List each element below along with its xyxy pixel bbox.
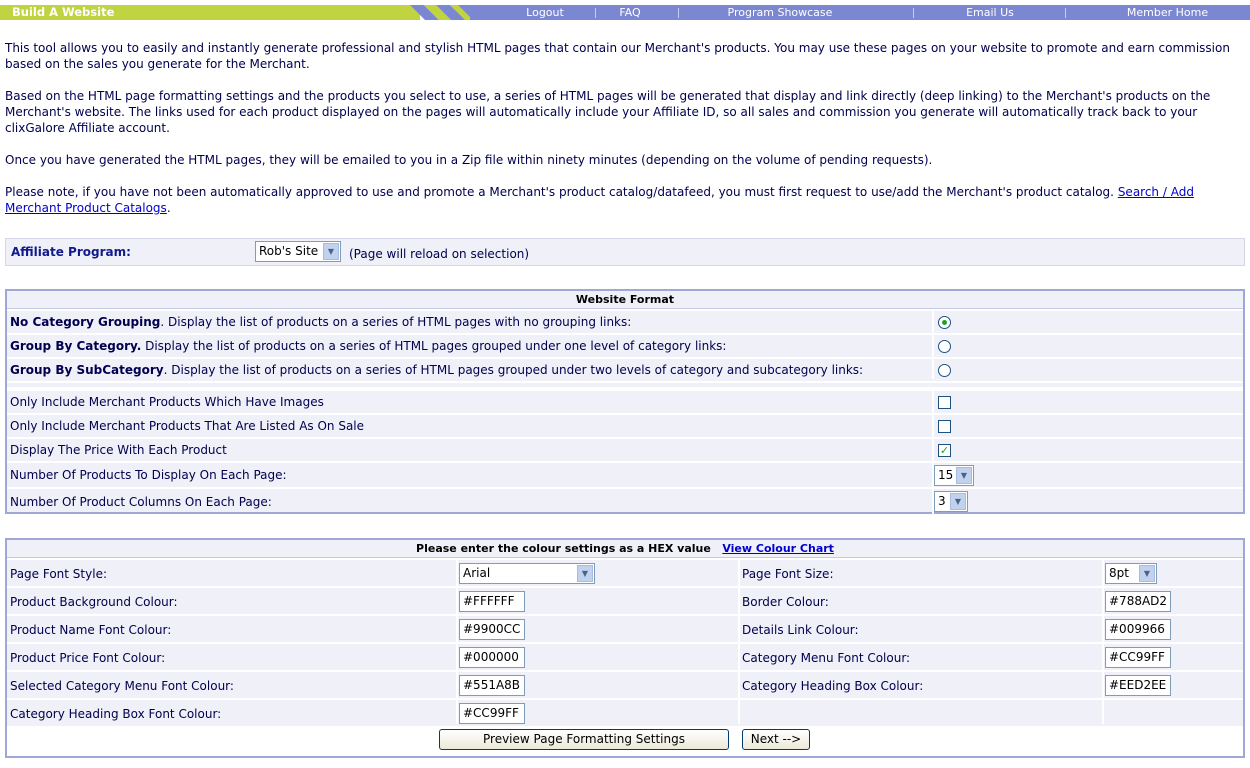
columns-select[interactable] bbox=[934, 491, 968, 512]
option-row bbox=[7, 461, 1243, 487]
intro-paragraph-3: Once you have generated the HTML pages, they will be emailed to you in a Zip file within ninety minutes (depending on the volume of pending requests). bbox=[5, 153, 933, 167]
spacer-row bbox=[7, 381, 1243, 389]
chevron-down-icon: ▼ bbox=[1139, 565, 1155, 582]
colour-settings-heading: Please enter the colour settings as a HEX value bbox=[416, 542, 711, 555]
columns-value: 3 bbox=[938, 494, 946, 508]
option-label: Only Include Merchant Products That Are Listed As On Sale bbox=[10, 419, 365, 433]
nav-program-showcase[interactable]: Program Showcase bbox=[727, 6, 833, 19]
chevron-down-icon: ▼ bbox=[950, 493, 966, 510]
nav-faq[interactable]: FAQ bbox=[619, 6, 641, 19]
border-colour-input[interactable]: #788AD2 bbox=[1105, 591, 1171, 612]
sel-cat-menu-font-label: Selected Category Menu Font Colour: bbox=[10, 679, 234, 693]
page-title: Build A Website bbox=[0, 5, 420, 20]
name-font-label: Product Name Font Colour: bbox=[10, 623, 172, 637]
font-size-select[interactable] bbox=[1105, 563, 1157, 584]
details-link-input[interactable]: #009966 bbox=[1105, 619, 1171, 640]
cat-menu-font-input[interactable]: #CC99FF bbox=[1105, 647, 1171, 668]
cat-heading-box-label: Category Heading Box Colour: bbox=[742, 679, 924, 693]
header-stripes-decoration bbox=[410, 5, 470, 20]
intro-paragraph-1: This tool allows you to easily and instantly generate professional and stylish HTML pages that contain our Merchant's products. You may use these pages on your website to promote and earn commission based on the sales you generate for the Merchant. bbox=[5, 41, 1230, 71]
header-bar bbox=[0, 5, 1250, 20]
grouping-option-bold: Group By SubCategory bbox=[10, 363, 164, 377]
details-link-label: Details Link Colour: bbox=[742, 623, 859, 637]
chevron-down-icon: ▼ bbox=[577, 565, 593, 582]
name-font-input[interactable]: #9900CC bbox=[459, 619, 525, 640]
grouping-option-text: . Display the list of products on a series of HTML pages grouped under two levels of category and subcategory links: bbox=[163, 363, 864, 377]
option-label: Display The Price With Each Product bbox=[10, 443, 227, 457]
group-by-category-radio[interactable] bbox=[938, 340, 951, 353]
cat-heading-box-input[interactable]: #EED2EE bbox=[1105, 675, 1171, 696]
nav-email-us[interactable]: Email Us bbox=[966, 6, 1014, 19]
products-per-page-select[interactable] bbox=[934, 465, 974, 486]
colour-row bbox=[7, 698, 1243, 726]
grouping-row bbox=[7, 357, 1243, 381]
font-style-select[interactable] bbox=[459, 563, 595, 584]
products-per-page-label: Number Of Products To Display On Each Page: bbox=[10, 468, 287, 482]
affiliate-program-select[interactable] bbox=[255, 241, 341, 262]
option-row bbox=[7, 413, 1243, 437]
grouping-option-text: Display the list of products on a series of HTML pages grouped under one level of category links: bbox=[141, 339, 727, 353]
no-category-grouping-radio[interactable] bbox=[938, 316, 951, 329]
affiliate-program-value: Rob's Site bbox=[259, 244, 319, 258]
intro-paragraph-4 bbox=[5, 184, 1245, 216]
on-sale-only-checkbox[interactable] bbox=[938, 420, 951, 433]
intro-paragraph-2: Based on the HTML page formatting settings and the products you select to use, a series of HTML pages will be generated that display and link directly (deep linking) to the Merchant's products on the Merchant's website. The links used for each product displayed on the pages will automatically include your Affiliate ID, so all sales and commission you generate will automatically track back to your clixGalore Affiliate account. bbox=[5, 89, 1211, 135]
sel-cat-menu-font-input[interactable]: #551A8B bbox=[459, 675, 525, 696]
columns-label: Number Of Product Columns On Each Page: bbox=[10, 495, 272, 509]
products-per-page-value: 15 bbox=[938, 468, 954, 482]
view-colour-chart-link[interactable]: View Colour Chart bbox=[722, 542, 834, 555]
cat-heading-box-font-label: Category Heading Box Font Colour: bbox=[10, 707, 222, 721]
cat-heading-box-font-input[interactable]: #CC99FF bbox=[459, 703, 525, 724]
button-row bbox=[7, 726, 1243, 756]
grouping-row bbox=[7, 333, 1243, 357]
grouping-option-text: . Display the list of products on a series of HTML pages with no grouping links: bbox=[160, 315, 632, 329]
colour-settings-panel bbox=[5, 538, 1245, 758]
affiliate-program-label: Affiliate Program: bbox=[11, 245, 131, 259]
grouping-option-bold: Group By Category. bbox=[10, 339, 142, 353]
colour-row bbox=[7, 586, 1243, 614]
product-bg-label: Product Background Colour: bbox=[10, 595, 178, 609]
product-bg-input[interactable]: #FFFFFF bbox=[459, 591, 525, 612]
next-button[interactable]: Next --> bbox=[742, 729, 810, 750]
nav-member-home[interactable]: Member Home bbox=[1126, 6, 1209, 19]
images-only-checkbox[interactable] bbox=[938, 396, 951, 409]
top-nav bbox=[455, 5, 1250, 20]
price-font-input[interactable]: #000000 bbox=[459, 647, 525, 668]
font-size-label: Page Font Size: bbox=[742, 567, 834, 581]
cat-menu-font-label: Category Menu Font Colour: bbox=[742, 651, 911, 665]
font-style-value: Arial bbox=[463, 566, 491, 580]
option-row bbox=[7, 487, 1243, 514]
chevron-down-icon: ▼ bbox=[956, 467, 972, 484]
colour-row bbox=[7, 642, 1243, 670]
nav-logout[interactable]: Logout bbox=[526, 6, 564, 19]
option-row bbox=[7, 437, 1243, 461]
border-colour-label: Border Colour: bbox=[742, 595, 829, 609]
website-format-title: Website Format bbox=[7, 291, 1243, 309]
colour-row bbox=[7, 670, 1243, 698]
search-add-catalogs-link[interactable]: Search / Add Merchant Product Catalogs bbox=[5, 185, 1194, 215]
chevron-down-icon: ▼ bbox=[323, 243, 339, 260]
option-row bbox=[7, 389, 1243, 413]
option-label: Only Include Merchant Products Which Have Images bbox=[10, 395, 324, 409]
catalog-note-end: . bbox=[166, 201, 171, 215]
colour-settings-title bbox=[7, 540, 1243, 558]
preview-settings-button[interactable]: Preview Page Formatting Settings bbox=[439, 729, 729, 750]
colour-row bbox=[7, 614, 1243, 642]
font-style-label: Page Font Style: bbox=[10, 567, 107, 581]
price-font-label: Product Price Font Colour: bbox=[10, 651, 166, 665]
grouping-option-bold: No Category Grouping bbox=[10, 315, 161, 329]
font-size-value: 8pt bbox=[1109, 566, 1129, 580]
font-row bbox=[7, 558, 1243, 586]
catalog-note: Please note, if you have not been automatically approved to use and promote a Merchant's product catalog/datafeed, you must first request to use/add the Merchant's product catalog. bbox=[5, 185, 1114, 199]
display-price-checkbox[interactable]: ✓ bbox=[939, 444, 950, 457]
affiliate-program-box bbox=[5, 238, 1245, 266]
reload-note: (Page will reload on selection) bbox=[349, 247, 530, 261]
grouping-row bbox=[7, 309, 1243, 333]
group-by-subcategory-radio[interactable] bbox=[938, 364, 951, 377]
website-format-panel bbox=[5, 289, 1245, 514]
